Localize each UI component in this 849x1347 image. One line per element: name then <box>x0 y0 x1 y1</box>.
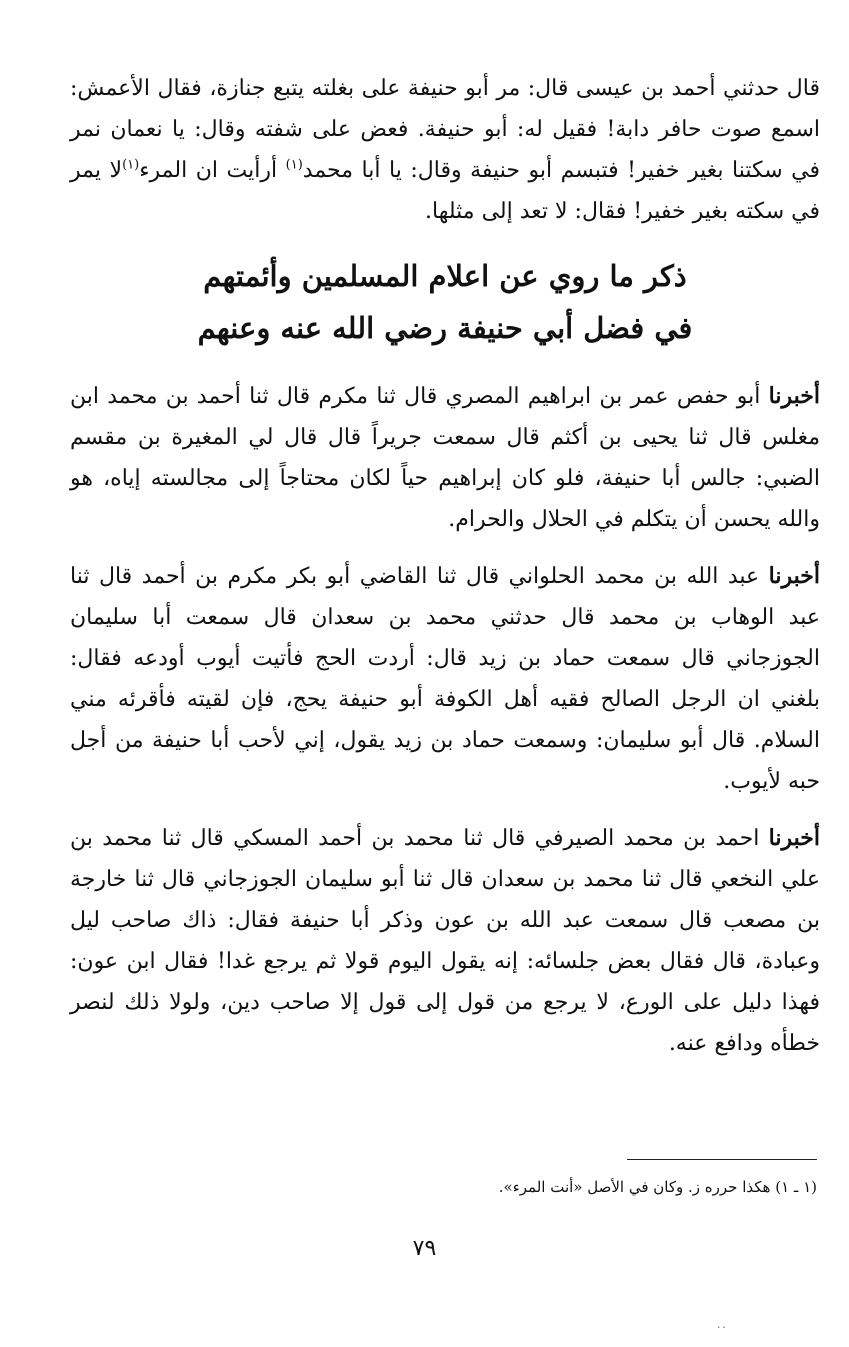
heading-line-2: في فضل أبي حنيفة رضي الله عنه وعنهم <box>197 311 693 345</box>
footnote-marker: (١) <box>122 157 140 173</box>
footnote: (١ ـ ١) هكذا حرره ز. وكان في الأصل «أنت المرء». <box>498 1178 817 1196</box>
paragraph-text: أرأيت ان المرء <box>139 158 286 183</box>
heading-line-1: ذكر ما روي عن اعلام المسلمين وأئمتهم <box>203 259 687 293</box>
paragraph-text: عبد الله بن محمد الحلواني قال ثنا القاضي أبو بكر مكرم بن أحمد قال ثنا عبد الوهاب بن محمد قال حدثني محمد بن سعدان قال سمعت أبا سليمان الجوزجاني قال سمعت حماد بن زيد قال: أردت الحج فأتيت أيوب أودعه فقال: بلغني ان الرجل الصالح فقيه أهل الكوفة أبو حنيفة يحج، فإن لقيته فأقرئه مني السلام. قال أبو سليمان: وسمعت حماد بن زيد يقول، إني لأحب أبا حنيفة من أجل حبه لأيوب. <box>70 564 820 794</box>
paragraph-3 <box>70 818 820 1064</box>
section-heading <box>70 250 820 354</box>
paragraph-text: لا يمر في سكته بغير خفير! فقال: لا تعد إلى مثلها. <box>70 158 820 224</box>
paragraph-1 <box>70 376 820 540</box>
page-body <box>70 68 820 1064</box>
page-number: ٧٩ <box>412 1236 437 1261</box>
paragraph-text: احمد بن محمد الصيرفي قال ثنا محمد بن أحمد المسكي قال ثنا محمد بن علي النخعي قال ثنا محمد بن سعدان قال ثنا أبو سليمان الجوزجاني قال ثنا خارجة بن مصعب قال سمعت عبد الله بن عون وذكر أبا حنيفة فقال: ذاك صاحب ليل وعبادة، قال فقال بعض جلسائه: إنه يقول اليوم قولا ثم يرجع غدا! فقال ابن عون: فهذا دليل على الورع، لا يرجع من قول إلى قول إلا صاحب دين، ولولا ذلك لنصر خطأه ودافع عنه. <box>70 826 821 1056</box>
lead-word: أخبرنا <box>768 383 820 409</box>
lead-word: أخبرنا <box>768 825 820 851</box>
lead-word: أخبرنا <box>768 563 820 589</box>
paragraph-text: قال حدثني أحمد بن عيسى قال: مر أبو حنيفة على بغلته يتبع جنازة، فقال الأعمش: اسمع صوت حافر دابة! فقيل له: أبو حنيفة. فعض على شفته وقال: يا نعمان نمر في سكتنا بغير خفير! فتبسم أبو حنيفة وقال: يا أبا محمد <box>70 76 820 183</box>
scan-specks: ٠٠ <box>716 1322 727 1333</box>
footnote-divider <box>627 1159 817 1160</box>
paragraph-intro <box>70 68 820 232</box>
footnote-marker: (١) <box>285 157 303 173</box>
paragraph-text: أبو حفص عمر بن ابراهيم المصري قال ثنا مكرم قال ثنا أحمد بن محمد ابن مغلس قال ثنا يحيى بن أكثم قال سمعت جريراً قال قال لي المغيرة بن مقسم الضبي: جالس أبا حنيفة، فلو كان إبراهيم حياً لكان محتاجاً إلى مجالسته إياه، هو والله يحسن أن يتكلم في الحلال والحرام. <box>70 384 820 532</box>
paragraph-2 <box>70 556 820 802</box>
